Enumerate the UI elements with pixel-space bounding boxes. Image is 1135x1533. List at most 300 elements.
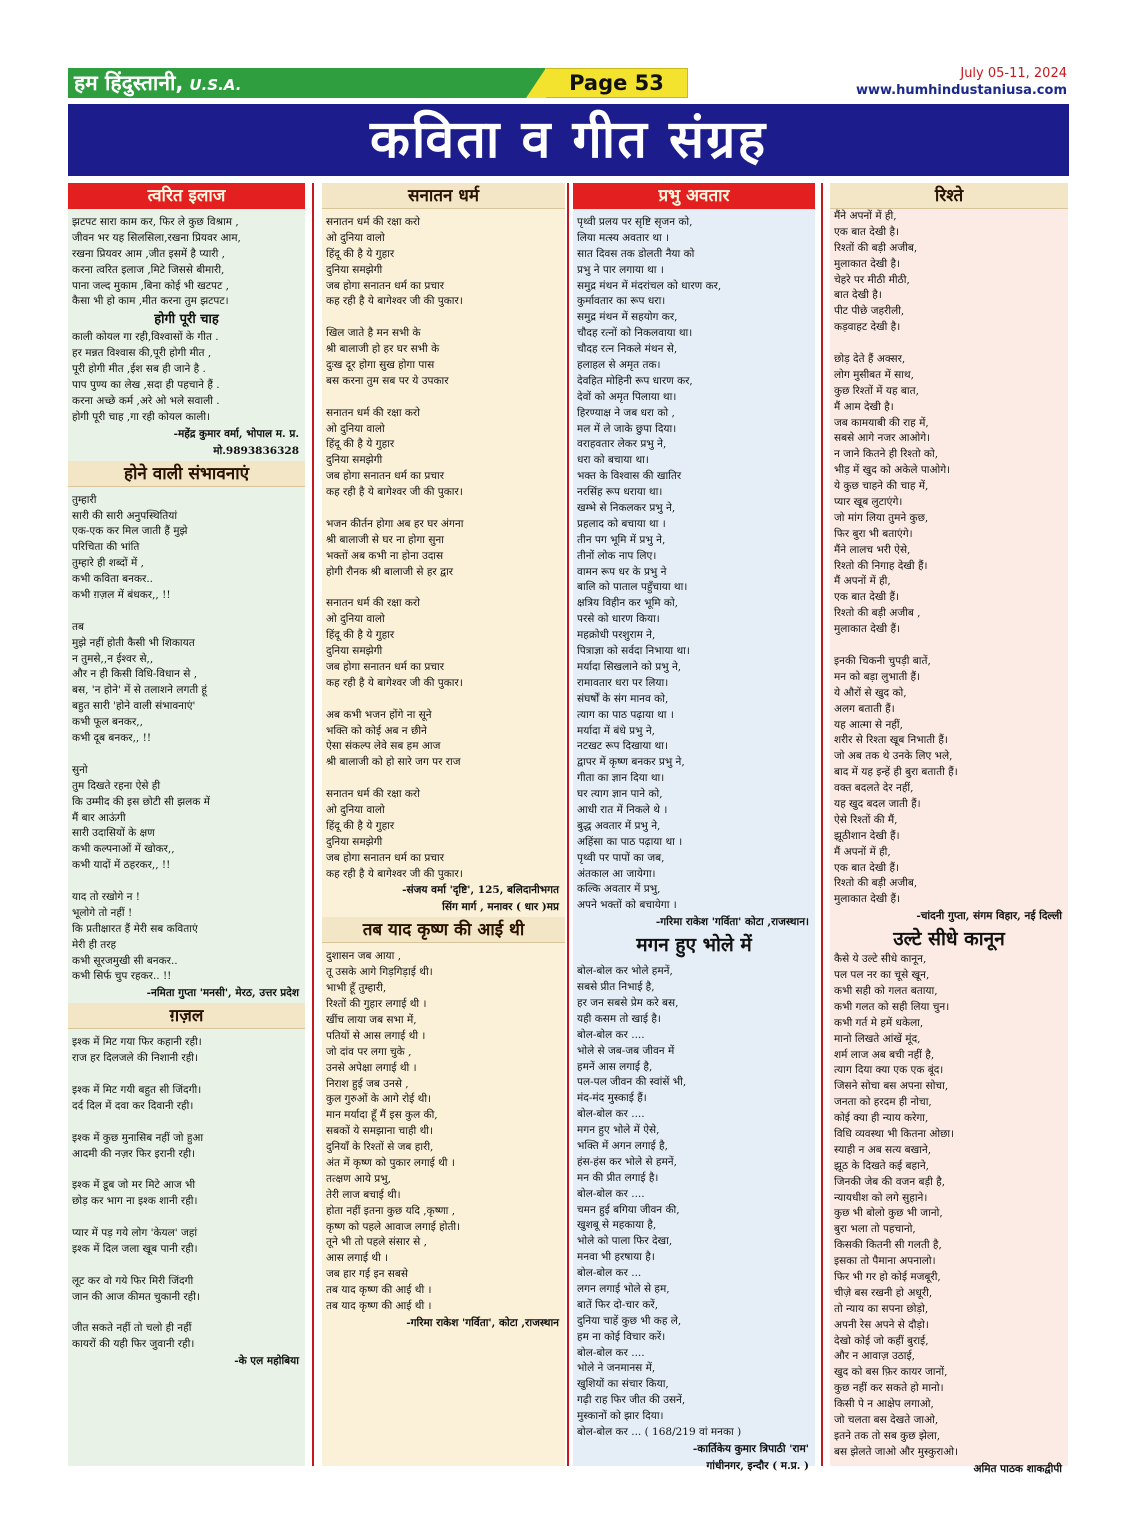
poem-line: इश्क में दिल जला खूब पानी रही। bbox=[72, 1242, 198, 1255]
page-number: Page 53 bbox=[569, 71, 664, 95]
poem-line: पृथ्वी पर पापों का जब, bbox=[577, 851, 665, 864]
poem-line: मैं आम देखी है। bbox=[834, 400, 894, 413]
poem-line: स्याही न अब सत्य बखाने, bbox=[834, 1143, 932, 1156]
poem-line: जब होगा सनातन धर्म का प्रचार bbox=[326, 470, 445, 483]
poem-line: एक बात देखी हैं। bbox=[834, 861, 900, 874]
poem-line: बस झेलते जाओ और मुस्कुराओ। bbox=[834, 1445, 958, 1458]
poem-line: भीड़ में खुद को अकेले पाओगे। bbox=[834, 464, 951, 477]
poem-line: रिश्तों की गुहार लगाई थी । bbox=[326, 998, 427, 1011]
poem-line: सनातन धर्म की रक्षा करो bbox=[326, 597, 420, 610]
poem-line: उनसे अपेक्षा लगाई थी । bbox=[326, 1061, 417, 1074]
poem-line: अलग बताती हैं। bbox=[834, 702, 895, 715]
poem-line: अंत में कृष्ण को पुकार लगाई थी । bbox=[326, 1156, 455, 1169]
poem-line: परसे को धारण किया। bbox=[577, 613, 660, 626]
poem-lines bbox=[573, 958, 815, 1441]
poem-line: छोड़ देते हैं अक्सर, bbox=[834, 353, 906, 366]
poem-line: करना अच्छे कर्म ,अरे ओ भले सवाली . bbox=[72, 394, 220, 407]
poem-line: सबकों ये समझाना चाही थी। bbox=[326, 1125, 433, 1138]
poem-line: इसका तो पैमाना अपनालो। bbox=[834, 1255, 936, 1268]
poem-line: प्रभु ने पार लगाया था । bbox=[577, 263, 664, 276]
poem-line: श्री बालाजी हो हर घर सभी के bbox=[326, 343, 440, 356]
poem-line bbox=[72, 747, 301, 763]
poem-line: फिर बुरा भी बताएंगे। bbox=[834, 527, 913, 540]
poem-line: ओ दुनिया वालो bbox=[326, 803, 385, 816]
poem-line: श्री बालाजी से घर ना होगा सुना bbox=[326, 533, 444, 546]
poem-line: चमन हुई बगिया जीवन की, bbox=[577, 1203, 680, 1216]
section-banner bbox=[68, 104, 1069, 176]
poem-line bbox=[72, 1162, 301, 1178]
poem-title: त्वरित इलाज bbox=[68, 183, 305, 209]
poem-line: प्यार में पड़ गये लोग 'केयल' जहां bbox=[72, 1226, 198, 1239]
poem-line: एक बात देखी है। bbox=[834, 225, 900, 238]
poem-line: दुनियाँ के रिश्तों से जब हारी, bbox=[326, 1141, 434, 1154]
poem-line: इश्क में कुछ मुनासिब नहीं जो हुआ bbox=[72, 1131, 204, 1144]
poem-line: समुद्र मंथन में सहयोग कर, bbox=[577, 311, 678, 324]
poem-line: कभी सही को गलत बताया, bbox=[834, 984, 938, 997]
poem-line: मुलाकात देखी हैं। bbox=[834, 893, 900, 906]
poem-line: अपने भक्तों को बचायेगा । bbox=[577, 899, 677, 912]
poem-line: भक्त के विश्वास की खातिर bbox=[577, 470, 682, 483]
poem-line bbox=[326, 580, 561, 596]
poem-line: पृथ्वी प्रलय पर सृष्टि सृजन को, bbox=[577, 216, 693, 228]
poem-lines bbox=[573, 209, 815, 914]
poem-line: खुशियों का संचार किया, bbox=[577, 1378, 669, 1391]
poem-line: तीन पग भूमि में प्रभु ने, bbox=[577, 533, 666, 546]
poem-line: प्यार खूब लुटाएंगे। bbox=[834, 496, 903, 509]
poem-line: आस लगाई थी । bbox=[326, 1252, 389, 1265]
poem-line: घर त्याग ज्ञान पाने को, bbox=[577, 788, 663, 801]
poem-line bbox=[72, 1115, 301, 1131]
poem-line: करना त्वरित इलाज ,मिटे जिससे बीमारी, bbox=[72, 263, 225, 276]
poem-line: मन को बड़ा लुभाती हैं। bbox=[834, 670, 921, 683]
poem-line: मगन हुए भोले में ऐसे, bbox=[577, 1124, 660, 1137]
poem-line: मर्यादा में बंधे प्रभु ने, bbox=[577, 724, 655, 737]
poem-line: बातें फिर दो-चार करें, bbox=[577, 1298, 659, 1311]
poem-line: वक्त बदलते देर नहीं, bbox=[834, 782, 914, 795]
poem-line: पल पल नर का चूसे खून, bbox=[834, 969, 930, 982]
poem-line: होगी पूरी चाह ,गा रही कोयल काली। bbox=[72, 410, 211, 423]
poem-line: लूट कर वो गये फिर मिरी जिंदगी bbox=[72, 1274, 194, 1287]
poem-line: न तुमसे,,न ईश्वर से,, bbox=[72, 652, 154, 665]
poem-line: किसकी कितनी सी गलती है, bbox=[834, 1239, 942, 1252]
poem-line: ऐसा संकल्प लेवे सब हम आज bbox=[326, 740, 441, 753]
poem-line: मेरी ही तरह bbox=[72, 938, 117, 951]
poem-line: लिया मत्स्य अवतार था । bbox=[577, 231, 670, 244]
poem-line: नरसिंह रूप धराया था। bbox=[577, 486, 663, 499]
poem-line: भाभी हूँ तुम्हारी, bbox=[326, 982, 387, 995]
poem-line: जनता को हरदम ही नोचा, bbox=[834, 1096, 932, 1109]
poem-line: इश्क में डूब जो मर मिटे आज भी bbox=[72, 1179, 196, 1192]
poem-line: आदमी की नज़र फिर इरानी रही। bbox=[72, 1147, 196, 1160]
poem-line: जब होगा सनातन धर्म का प्रचार bbox=[326, 660, 445, 673]
poem-line: तुम्हारी bbox=[72, 493, 97, 506]
poem-line: तुम दिखते रहना ऐसे ही bbox=[72, 779, 161, 792]
poem-line: निराश हुई जब उनसे , bbox=[326, 1077, 409, 1090]
poem-line: अहिंसा का पाठ पढ़ाया था । bbox=[577, 835, 683, 848]
poem-line: बस करना तुम सब पर ये उपकार bbox=[326, 374, 449, 387]
poem-line: कुल गुरुओं के आगे रोई थी। bbox=[326, 1093, 432, 1106]
poem-line: कृष्ण को पहले आवाज लगाई होती। bbox=[326, 1220, 461, 1233]
poem-line: हंस-हंस कर भोले से हमनें, bbox=[577, 1155, 677, 1168]
poem-line: मैंने लालच भरी ऐसे, bbox=[834, 543, 911, 556]
poem-line: मन की प्रीत लगाई है। bbox=[577, 1171, 659, 1184]
poem-line: जान की आज कीमत चुकानी रही। bbox=[72, 1290, 200, 1303]
poem-line: हमनें आस लगाई है, bbox=[577, 1060, 653, 1073]
poem-line: शरीर से रिश्ता खूब निभाती हैं। bbox=[834, 734, 948, 747]
poem-title: तब याद कृष्ण की आई थी bbox=[322, 917, 565, 943]
poem-line: होगी रौनक श्री बालाजी से हर द्वार bbox=[326, 565, 454, 578]
poem-line: कह रही है ये बागेश्वर जी की पुकार। bbox=[326, 295, 463, 308]
poem-line: मंद-मंद मुस्काई हैं। bbox=[577, 1092, 647, 1105]
masthead-bar bbox=[68, 68, 545, 98]
poem-title: सनातन धर्म bbox=[322, 183, 565, 209]
poem-line: मानो लिखते आंखें मूंद, bbox=[834, 1032, 921, 1045]
poem-line bbox=[72, 1210, 301, 1226]
poem-line: महक्रोधी परशुराम ने, bbox=[577, 629, 656, 642]
poem-title: ग़ज़ल bbox=[68, 1003, 305, 1029]
poem-line: कभी फूल बनकर,, bbox=[72, 716, 143, 729]
poem-line: ऐसे रिश्तों की मैं, bbox=[834, 813, 898, 826]
poem-line: कह रही है ये बागेश्वर जी की पुकार। bbox=[326, 676, 463, 689]
poem-title: रिश्ते bbox=[830, 183, 1068, 209]
poem-line: कभी सिर्फ चुप रहकर.. !! bbox=[72, 970, 172, 983]
page-number-tab bbox=[545, 68, 688, 98]
poem-line: चौदह रत्नों को निकलवाया था। bbox=[577, 327, 693, 340]
poem-line: तत्क्षण आये प्रभु, bbox=[326, 1172, 391, 1185]
poem-lines bbox=[322, 943, 565, 1314]
poem-line: ओ दुनिया वालो bbox=[326, 422, 385, 435]
poem-lines bbox=[830, 209, 1068, 908]
poem-line: वामन रूप धर के प्रभु ने bbox=[577, 565, 667, 578]
poem-line: रिश्तो की बड़ी अजीब, bbox=[834, 877, 918, 890]
poem-line: चौदह रत्न निकले मंथन से, bbox=[577, 343, 678, 356]
poem-line: मैं अपनों में ही, bbox=[834, 845, 891, 858]
poem-line: खम्भे से निकलकर प्रभु ने, bbox=[577, 502, 676, 515]
column-3 bbox=[573, 183, 815, 1472]
poem-line: ओ दुनिया वालो bbox=[326, 613, 385, 626]
poem-line: कैसे ये उल्टे सीधे कानून, bbox=[834, 953, 927, 966]
poem-line: मैं बार आऊंगी bbox=[72, 811, 126, 824]
poem-line bbox=[326, 692, 561, 708]
poem-line: ये औरों से खुद को, bbox=[834, 686, 907, 699]
poem-subtitle: होगी पूरी चाह bbox=[154, 312, 219, 328]
poem-line: रिश्तो की निगाह देखी हैं। bbox=[834, 559, 928, 572]
poem-line: याद तो रखोगे न ! bbox=[72, 890, 141, 903]
poem-line: चीज़े बस रखनी हो अधूरी, bbox=[834, 1286, 933, 1299]
poem-line: गीता का ज्ञान दिया था। bbox=[577, 772, 665, 785]
poem-line: दुनिया समझेगी bbox=[326, 263, 383, 276]
poem-line: एक-एक कर मिल जाती हैं मुझे bbox=[72, 525, 188, 538]
poem-line: इश्क में मिट गया फिर कहानी रही। bbox=[72, 1036, 202, 1049]
poem-credit: -संजय वर्मा 'दृष्टि', 125, बलिदानीभगत bbox=[402, 884, 559, 897]
poem-line: कायरों की यही फिर जुवानी रही। bbox=[72, 1338, 195, 1351]
poem-line: कुर्मावतार का रूप धरा। bbox=[577, 295, 666, 308]
poem-line: हर जन सबसे प्रेम करे बस, bbox=[577, 996, 679, 1009]
poem-line: बुरा भला तो पहचानो, bbox=[834, 1223, 916, 1236]
poem-line: बालि को पाताल पहुँचाया था। bbox=[577, 581, 688, 594]
poem-line: देखो कोई जो कहीं बुराई, bbox=[834, 1334, 929, 1347]
poem-line: भक्ति में अगन लगाई है, bbox=[577, 1139, 668, 1152]
poem-line: इश्क में मिट गयी बहुत सी जिंदगी। bbox=[72, 1083, 202, 1096]
poem-line: तब bbox=[72, 620, 84, 633]
website-link[interactable]: www.humhindustaniusa.com bbox=[855, 83, 1067, 98]
poem-line: जो मांग लिया तुमने कुछ, bbox=[834, 511, 929, 524]
poem-credit-phone: मो.9893836328 bbox=[213, 444, 299, 457]
poem-line: सनातन धर्म की रक्षा करो bbox=[326, 788, 420, 801]
poem-line: कभी सूरजमुखी सी बनकर.. bbox=[72, 954, 178, 967]
poem-line: भूलोगे तो नहीं ! bbox=[72, 906, 133, 919]
poem-line: हर मन्नत विश्वास की,पूरी होगी मीत , bbox=[72, 347, 212, 360]
poem-line: और न ही किसी विधि-विधान से , bbox=[72, 668, 198, 681]
poem-line: मुस्कानों को झार दिया। bbox=[577, 1410, 664, 1423]
poem-line: धरा को बचाया था। bbox=[577, 454, 649, 467]
poem-line: कभी कविता बनकर.. bbox=[72, 573, 154, 586]
poem-line: बस, 'न होने' में से तलाशने लगती हूं bbox=[72, 684, 207, 697]
poem-lines bbox=[68, 209, 305, 310]
poem-line: हिंदू की है ये गुहार bbox=[326, 629, 395, 642]
poem-line: छोड़ कर भाग ना इश्क शानी रही। bbox=[72, 1195, 198, 1208]
poem-line: खिल जाते है मन सभी के bbox=[326, 327, 421, 340]
poem-line: फिर भी गर हो कोई मजबूरी, bbox=[834, 1271, 941, 1283]
poem-line: रामावतार धरा पर लिया। bbox=[577, 676, 669, 689]
poem-line: सुनो bbox=[72, 763, 88, 776]
poem-line: जब कामयाबी की राह में, bbox=[834, 416, 929, 429]
poem-line: बोल-बोल कर ... ( 168/219 वां मनका ) bbox=[577, 1426, 742, 1439]
poem-line: भक्तों अब कभी ना होना उदास bbox=[326, 549, 444, 562]
poem-line: पूरी होगी मीत ,ईश सब ही जाने है . bbox=[72, 363, 206, 376]
poem-line: जो चलता बस देखते जाओ, bbox=[834, 1414, 939, 1427]
poem-line: जो अब तक थे उनके लिए भले, bbox=[834, 750, 953, 763]
poem-line: क्षत्रिय विहीन कर भूमि को, bbox=[577, 597, 679, 610]
poem-line: जो दांव पर लगा चुके , bbox=[326, 1045, 412, 1058]
poem-line: खुशबू से महकाया है, bbox=[577, 1219, 657, 1232]
poem-line bbox=[72, 1258, 301, 1274]
poem-line: त्याग का पाठ पढ़ाया था । bbox=[577, 708, 674, 721]
poem-line: होता नहीं इतना कुछ यदि ,कृष्णा , bbox=[326, 1204, 456, 1217]
poem-title: होने वाली संभावनाएं bbox=[68, 461, 305, 487]
poem-lines bbox=[322, 209, 565, 882]
poem-line: कुछ भी बोलो कुछ भी जानो, bbox=[834, 1207, 943, 1220]
poem-line: पतियों से आस लगाई थी । bbox=[326, 1029, 426, 1042]
poem-line: बोल-बोल कर .... bbox=[577, 1028, 645, 1041]
poem-line: पल-पल जीवन की स्वांसें भी, bbox=[577, 1076, 687, 1089]
poem-line: हिंदू की है ये गुहार bbox=[326, 438, 395, 451]
column-divider bbox=[567, 183, 569, 1466]
poem-line: भोले ने जनमानस में, bbox=[577, 1362, 656, 1375]
column-divider bbox=[821, 183, 823, 1466]
poem-line: पीट पीछे जहरीली, bbox=[834, 305, 905, 318]
poem-line: न्यायधीश को लगे सुहाने। bbox=[834, 1191, 928, 1204]
poem-line: दुशासन जब आया , bbox=[326, 950, 402, 963]
poem-line: श्री बालाजी को हो सारे जग पर राज bbox=[326, 756, 461, 769]
poem-line: बोल-बोल कर .... bbox=[577, 1108, 645, 1121]
poem-line: वराहवतार लेकर प्रभु ने, bbox=[577, 438, 667, 451]
poem-line: गढ़ी राह फिर जीत की उसनें, bbox=[577, 1394, 686, 1407]
poem-line: सबसे प्रीत निभाई है, bbox=[577, 981, 655, 994]
poem-line: रखना प्रियवर आम ,जीत इसमें है प्यारी , bbox=[72, 247, 225, 260]
poem-line: दर्द दिल में दवा कर दिवानी रही। bbox=[72, 1099, 194, 1112]
poem-line: द्वापर में कृष्ण बनकर प्रभु ने, bbox=[577, 756, 685, 769]
poem-line: कभी यादों में ठहरकर,, !! bbox=[72, 859, 171, 872]
poem-line: कभी दूब बनकर,, !! bbox=[72, 732, 152, 745]
poem-line: बात देखी है। bbox=[834, 289, 882, 302]
poem-credit: -के एल महोबिया bbox=[234, 1355, 299, 1368]
poem-line: अंतकाल आ जायेगा। bbox=[577, 867, 656, 880]
poem-lines bbox=[68, 1029, 305, 1353]
masthead-name: हम हिंदुस्तानी, bbox=[74, 71, 184, 95]
poem-credit: -कार्तिकेय कुमार त्रिपाठी 'राम' bbox=[692, 1442, 809, 1455]
poem-line: कुछ रिश्तों में यह बात, bbox=[834, 384, 919, 397]
poem-line: देवों को अमृत पिलाया था। bbox=[577, 390, 677, 403]
poem-title: प्रभु अवतार bbox=[573, 183, 815, 209]
poem-line: सनातन धर्म की रक्षा करो bbox=[326, 216, 420, 228]
masthead-usa: U.S.A. bbox=[189, 76, 242, 94]
poem-credit-address: सिंग मार्ग , मनावर ( धार )मप्र bbox=[442, 901, 559, 914]
poem-line bbox=[72, 1305, 301, 1321]
poem-line: दुनिया समझेगी bbox=[326, 645, 383, 658]
poem-line: आधी रात में निकले थे । bbox=[577, 803, 668, 816]
poem-line: प्रहलाद को बचाया था । bbox=[577, 517, 666, 530]
poem-line: बाद में यह इन्हें ही बुरा बताती हैं। bbox=[834, 766, 958, 779]
poem-line: कह रही है ये बागेश्वर जी की पुकार। bbox=[326, 486, 463, 499]
poem-line: रिश्तों की बड़ी अजीब, bbox=[834, 241, 918, 254]
poem-line: इतने तक तो सब कुछ झेला, bbox=[834, 1429, 941, 1442]
poem-line: शर्म लाज अब बची नहीं है, bbox=[834, 1048, 935, 1061]
poem-line: पाप पुण्य का लेख ,सदा ही पहचाने हैं . bbox=[72, 379, 220, 392]
poem-title: उल्टे सीधे कानून bbox=[893, 928, 1005, 951]
poem-line: यह आत्मा से नहीं, bbox=[834, 718, 903, 731]
poem-line: तेरी लाज बचाई थी। bbox=[326, 1188, 401, 1201]
section-title: कविता व गीत संग्रह bbox=[369, 110, 768, 170]
poem-line: परिचिता की भांति bbox=[72, 541, 140, 554]
poem-line: सबसे आगे नजर आओगे। bbox=[834, 432, 931, 445]
poem-line: काली कोयल गा रही,विश्वासों के गीत . bbox=[72, 331, 219, 344]
poem-line: बहुत सारी 'होने वाली संभावनाएं' bbox=[72, 700, 196, 713]
poem-line: सारी उदासियों के क्षण bbox=[72, 827, 155, 840]
poem-line bbox=[72, 1067, 301, 1083]
poem-line: लगन लगाई भोले से हम, bbox=[577, 1283, 670, 1295]
poem-credit: -गरिमा राकेश 'गर्विता' कोटा ,राजस्थान। bbox=[655, 916, 809, 929]
poem-line: कोई क्या ही न्याय करेगा, bbox=[834, 1112, 929, 1125]
poem-line: तीनों लोक नाप लिए। bbox=[577, 549, 657, 562]
poem-line: ये कुछ चाहने की चाह में, bbox=[834, 480, 929, 493]
poem-line: भजन कीर्तन होगा अब हर घर अंगना bbox=[326, 517, 464, 530]
poem-title: मगन हुए भोले में bbox=[636, 934, 752, 957]
poem-line: चेहरे पर मीठी मीठी, bbox=[834, 273, 910, 286]
poem-line: सनातन धर्म की रक्षा करो bbox=[326, 406, 420, 419]
poem-line: हिंदू की है ये गुहार bbox=[326, 247, 395, 260]
poem-credit: अमित पाठक शाकद्वीपी bbox=[973, 1462, 1062, 1475]
poem-line: मनवा भी हरषाया है। bbox=[577, 1251, 655, 1264]
poem-line: समुद्र मंथन में मंदरांचल को धारण कर, bbox=[577, 279, 722, 292]
poem-line: जिसने सोचा बस अपना सोचा, bbox=[834, 1080, 949, 1093]
poem-credit: -गरिमा राकेश 'गर्विता', कोटा ,राजस्थान bbox=[406, 1316, 559, 1329]
poem-credit: -महेंद्र कुमार वर्मा, भोपाल म. प्र. bbox=[173, 427, 299, 440]
poem-line bbox=[326, 501, 561, 517]
poem-line: देवहित मोहिनी रूप धारण कर, bbox=[577, 374, 693, 387]
poem-line bbox=[326, 310, 561, 326]
poem-line: झूठीशान देखी हैं। bbox=[834, 829, 900, 842]
poem-line bbox=[326, 771, 561, 787]
poem-line: दुनिया चाहें कुछ भी कह ले, bbox=[577, 1314, 682, 1327]
poem-line: किसी पे न आक्षेप लगाओ, bbox=[834, 1398, 934, 1411]
poem-line: जीत सकते नहीं तो चलो ही नहीं bbox=[72, 1322, 192, 1335]
column-divider bbox=[312, 183, 314, 1466]
poem-line: बुद्ध अवतार में प्रभु ने, bbox=[577, 819, 661, 832]
poem-line: कि प्रतीक्षारत हैं मेरी सब कविताएं bbox=[72, 922, 198, 935]
poem-line: एक बात देखी हैं। bbox=[834, 591, 900, 604]
poem-line bbox=[834, 638, 1064, 654]
poem-line: हलाहल से अमृत तक। bbox=[577, 359, 661, 372]
issue-date: July 05-11, 2024 bbox=[960, 66, 1067, 81]
poem-line: तब याद कृष्ण की आई थी । bbox=[326, 1300, 432, 1312]
poem-line: भोले से जब-जब जीवन में bbox=[577, 1044, 675, 1057]
poem-line: पित्राज्ञा को सर्वदा निभाया था। bbox=[577, 645, 690, 658]
poem-line: इनकी चिकनी चुपड़ी बातें, bbox=[834, 654, 931, 667]
poem-line: अपनी रेस अपने से दौड़ो। bbox=[834, 1318, 929, 1331]
poem-line: विधि व्यवस्था भी कितना ओछा। bbox=[834, 1127, 955, 1140]
poem-line: झटपट सारा काम कर, फिर ले कुछ विश्राम , bbox=[72, 216, 239, 228]
poem-line: तब याद कृष्ण की आई थी । bbox=[326, 1284, 432, 1297]
poem-line: जीवन भर यह सिलसिला,रखना प्रियवर आम, bbox=[72, 231, 241, 244]
poem-line: न जाने कितने ही रिश्तो को, bbox=[834, 448, 939, 461]
poem-line: तो न्याय का सपना छोड़ो, bbox=[834, 1302, 929, 1315]
poem-line: कभी गर्त मे हमें धकेला, bbox=[834, 1016, 924, 1029]
poem-line: दुनिया समझेगी bbox=[326, 835, 383, 848]
poem-credit: -चांदनी गुप्ता, संगम विहार, नई दिल्ली bbox=[916, 910, 1062, 923]
poem-line bbox=[326, 390, 561, 406]
poem-line: मैंने अपनों में ही, bbox=[834, 210, 897, 222]
poem-line: और न आवाज़ उठाई, bbox=[834, 1350, 916, 1363]
poem-line: पाना जल्द मुकाम ,बिना कोई भी खटपट , bbox=[72, 279, 229, 292]
poem-credit-address: गांधीनगर, इन्दौर ( म.प्र. ) bbox=[706, 1459, 809, 1472]
poem-line: राज हर दिलजले की निशानी रही। bbox=[72, 1052, 198, 1065]
poem-line: भक्ति को कोई अब न छीने bbox=[326, 724, 427, 737]
poem-line: जब होगा सनातन धर्म का प्रचार bbox=[326, 279, 445, 292]
poem-line: कि उम्मीद की इस छोटी सी झलक में bbox=[72, 795, 210, 808]
poem-line: त्याग दिया क्या एक एक बूंद। bbox=[834, 1064, 944, 1077]
poem-line: कभी कल्पनाओं में खोकर,, bbox=[72, 843, 175, 856]
poem-line: कह रही है ये बागेश्वर जी की पुकार। bbox=[326, 867, 463, 880]
poem-line: खुद को बस फ़िर कायर जानों, bbox=[834, 1366, 948, 1379]
column-1 bbox=[68, 183, 305, 1466]
poem-line: कभी गलत को सही लिया चुन। bbox=[834, 1000, 950, 1013]
poem-line: लोग मुसीबत में साथ, bbox=[834, 368, 914, 381]
poem-line: मान मर्यादा हूँ मैं इस कुल की, bbox=[326, 1109, 438, 1122]
poem-line: नटखट रूप दिखाया था। bbox=[577, 740, 668, 753]
poem-line: कभी ग़ज़ल में बंधकर,, !! bbox=[72, 589, 171, 602]
poem-line bbox=[72, 874, 301, 890]
poem-line: कल्कि अवतार में प्रभु, bbox=[577, 883, 661, 896]
poem-line: हिंदू की है ये गुहार bbox=[326, 819, 395, 832]
poem-line: बोल-बोल कर .... bbox=[577, 1346, 645, 1359]
poem-credit: -नमिता गुप्ता 'मनसी', मेरठ, उत्तर प्रदेश bbox=[146, 987, 299, 1000]
poem-lines bbox=[68, 487, 305, 986]
poem-line bbox=[834, 336, 1064, 352]
poem-line: मैं अपनों में ही, bbox=[834, 575, 891, 588]
poem-line: अब कभी भजन होंगे ना सूने bbox=[326, 708, 432, 721]
poem-line: मल में ले जाके छुपा दिया। bbox=[577, 422, 677, 435]
poem-line: भोले को पाला फिर देखा, bbox=[577, 1235, 673, 1248]
poem-line: यही कसम तो खाई है। bbox=[577, 1012, 661, 1025]
poem-line: झूठ के दिखते कई बहाने, bbox=[834, 1159, 929, 1172]
poem-line bbox=[72, 604, 301, 620]
poem-line: कड़वाहट देखी है। bbox=[834, 321, 901, 334]
poem-line: यह खुद बदल जाती हैं। bbox=[834, 797, 921, 810]
masthead-title bbox=[74, 68, 241, 100]
poem-lines bbox=[830, 952, 1068, 1461]
poem-line: बोल-बोल कर ... bbox=[577, 1267, 642, 1280]
